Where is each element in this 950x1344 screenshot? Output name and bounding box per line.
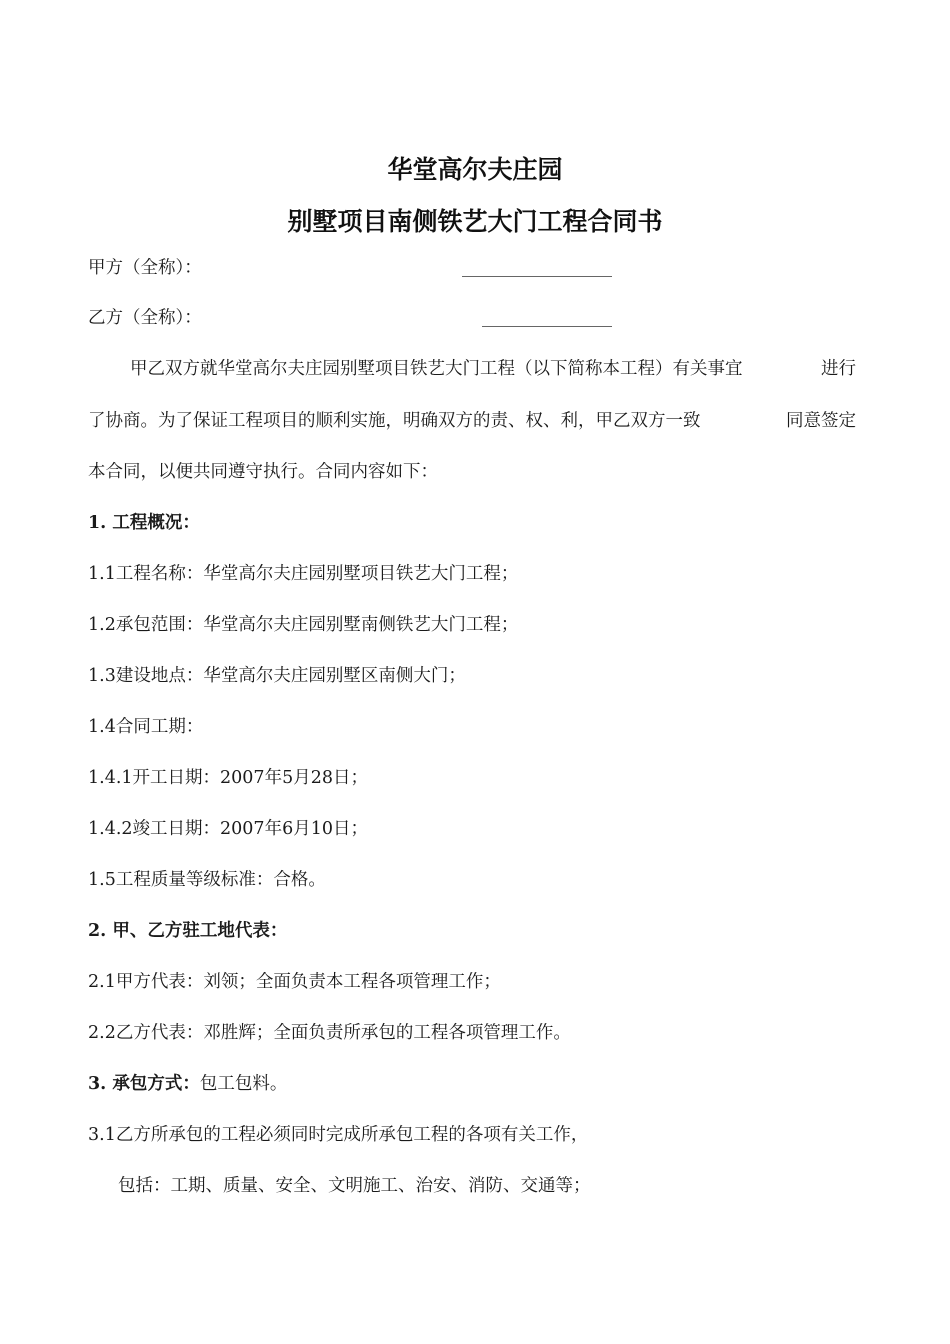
intro-line-2-end: 同意签定 <box>786 411 856 431</box>
intro-line-2 <box>88 409 856 433</box>
clause-1-5: 1.5工程质量等级标准：合格。 <box>88 870 326 890</box>
clause-1-1: 1.1工程名称：华堂高尔夫庄园别墅项目铁艺大门工程； <box>88 564 519 584</box>
intro-line-1-text: 甲乙双方就华堂高尔夫庄园别墅项目铁艺大门工程（以下简称本工程）有关事宜 <box>130 359 743 379</box>
intro-line-3: 本合同，以便共同遵守执行。合同内容如下： <box>88 462 438 482</box>
clause-3-1: 3.1乙方所承包的工程必须同时完成所承包工程的各项有关工作， <box>88 1125 589 1145</box>
section-1-heading: 1. 工程概况： <box>88 513 200 533</box>
clause-1-4-2: 1.4.2竣工日期：2007年6月10日； <box>88 819 368 839</box>
document-subtitle: 别墅项目南侧铁艺大门工程合同书 <box>287 207 663 236</box>
document-title: 华堂高尔夫庄园 <box>387 155 563 184</box>
party-a-blank <box>462 276 612 277</box>
party-a-label: 甲方（全称）： <box>88 258 202 278</box>
clause-2-1: 2.1甲方代表：刘领；全面负责本工程各项管理工作； <box>88 972 501 992</box>
clause-1-4-1: 1.4.1开工日期：2007年5月28日； <box>88 768 368 788</box>
intro-line-1 <box>130 357 856 381</box>
intro-line-1-end: 进行 <box>821 359 856 379</box>
section-3-value: 包工包料。 <box>199 1074 288 1094</box>
party-b-blank <box>482 326 612 327</box>
section-3-heading: 3. 承包方式： <box>88 1074 200 1094</box>
clause-1-3: 1.3建设地点：华堂高尔夫庄园别墅区南侧大门； <box>88 666 466 686</box>
party-b-label: 乙方（全称）： <box>88 308 202 328</box>
clause-1-4: 1.4合同工期： <box>88 717 204 737</box>
intro-line-2-text: 了协商。为了保证工程项目的顺利实施，明确双方的责、权、利，甲乙双方一致 <box>88 411 701 431</box>
section-3-line <box>88 1072 287 1096</box>
clause-3-1-continued: 包括：工期、质量、安全、文明施工、治安、消防、交通等； <box>118 1176 591 1196</box>
clause-1-2: 1.2承包范围：华堂高尔夫庄园别墅南侧铁艺大门工程； <box>88 615 519 635</box>
section-2-heading: 2. 甲、乙方驻工地代表： <box>88 921 288 941</box>
clause-2-2: 2.2乙方代表：邓胜辉；全面负责所承包的工程各项管理工作。 <box>88 1023 571 1043</box>
